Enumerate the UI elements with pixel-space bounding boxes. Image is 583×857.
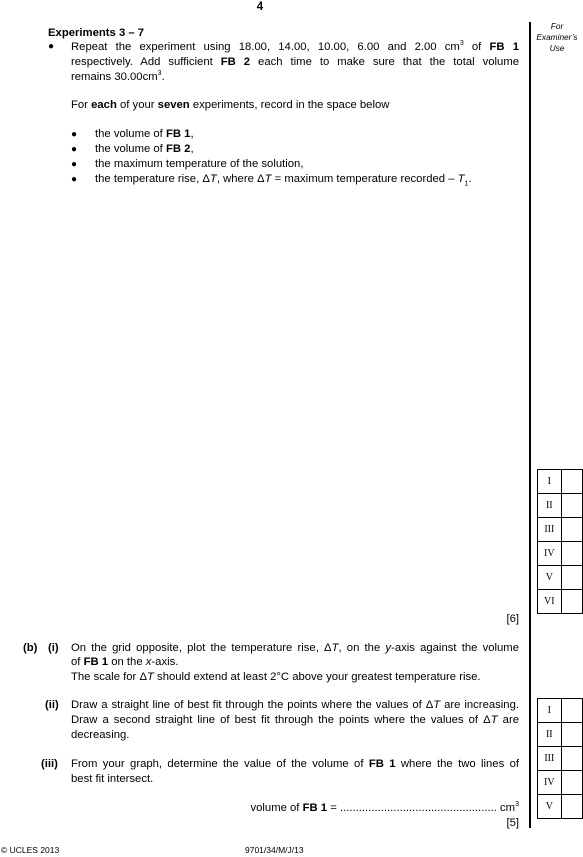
marking-grid-a (537, 469, 583, 614)
para1-line1: Repeat the experiment using 18.00, 14.00, 10.00, 6.00 and 2.00 $cm^3$ of FB 1 (71, 40, 519, 53)
mark-cell-label: IV (538, 771, 562, 795)
mark-cell-label: III (538, 747, 562, 771)
bullet-marker: ● (71, 159, 78, 170)
mark-cell (561, 566, 582, 590)
mark-cell (561, 590, 582, 614)
bullet-marker: ● (71, 174, 78, 185)
bullet-temp-rise: the temperature rise, ΔT, where ΔT = maximum temperature recorded – $T_1$. (95, 173, 472, 188)
marks-total-b: [5] (506, 817, 519, 829)
b-ii-line1: Draw a straight line of best fit through the points where the values of ΔT are increasing. (71, 699, 519, 711)
mark-cell (561, 518, 582, 542)
record-instruction: For each of your seven experiments, record in the space below (71, 99, 390, 111)
footer-copyright: © UCLES 2013 (1, 845, 60, 855)
experiments-heading: Experiments 3 – 7 (48, 27, 145, 39)
mark-cell (561, 494, 582, 518)
b-i-line3: The scale for ΔT should extend at least 2°C above your greatest temperature rise. (71, 671, 481, 683)
mark-cell-label: V (538, 566, 562, 590)
bullet-marker: ● (71, 129, 78, 140)
page-number: 4 (256, 1, 264, 13)
mark-cell (561, 771, 582, 795)
b-ii-line3: decreasing. (71, 729, 130, 741)
mark-cell-label: II (538, 723, 562, 747)
bullet-marker: ● (48, 41, 55, 52)
margin-rule (529, 22, 531, 828)
mark-cell-label: V (538, 795, 562, 819)
b-ii-line2: Draw a second straight line of best fit through the points where the values of ΔT are (71, 714, 519, 726)
part-b-i-label: (i) (48, 642, 59, 654)
b-i-line1: On the grid opposite, plot the temperature rise, ΔT, on the y-axis against the volume (71, 642, 519, 654)
mark-cell (561, 723, 582, 747)
footer-code: 9701/34/M/J/13 (245, 845, 304, 855)
answer-volume-fb1[interactable]: volume of FB 1 = .................................................. $cm^3$ (250, 801, 519, 814)
para1-line2: respectively. Add sufficient FB 2 each time to make sure that the total volume (71, 56, 520, 68)
b-i-line2: of FB 1 on the x-axis. (71, 656, 179, 668)
bullet-volume-fb2: the volume of FB 2, (95, 143, 194, 155)
mark-cell-label: IV (538, 542, 562, 566)
para1-line3: remains $30.00cm^3$. (71, 70, 165, 83)
mark-cell (561, 699, 582, 723)
marks-total-a: [6] (506, 613, 519, 625)
mark-cell (561, 795, 582, 819)
mark-cell (561, 470, 582, 494)
bullet-volume-fb1: the volume of FB 1, (95, 128, 194, 140)
bullet-max-temp: the maximum temperature of the solution, (95, 158, 304, 170)
mark-cell-label: VI (538, 590, 562, 614)
part-b-iii-label: (iii) (41, 758, 58, 770)
mark-cell-label: I (538, 699, 562, 723)
mark-cell-label: III (538, 518, 562, 542)
bullet-marker: ● (71, 144, 78, 155)
examiner-use-label: For Examiner’s Use (536, 21, 578, 53)
marking-grid-b (537, 698, 583, 819)
mark-cell-label: II (538, 494, 562, 518)
mark-cell-label: I (538, 470, 562, 494)
mark-cell (561, 747, 582, 771)
b-iii-line2: best fit intersect. (71, 773, 154, 785)
b-iii-line1: From your graph, determine the value of the volume of FB 1 where the two lines of (71, 758, 520, 770)
mark-cell (561, 542, 582, 566)
part-b-ii-label: (ii) (45, 699, 59, 711)
part-b-label: (b) (23, 642, 38, 654)
